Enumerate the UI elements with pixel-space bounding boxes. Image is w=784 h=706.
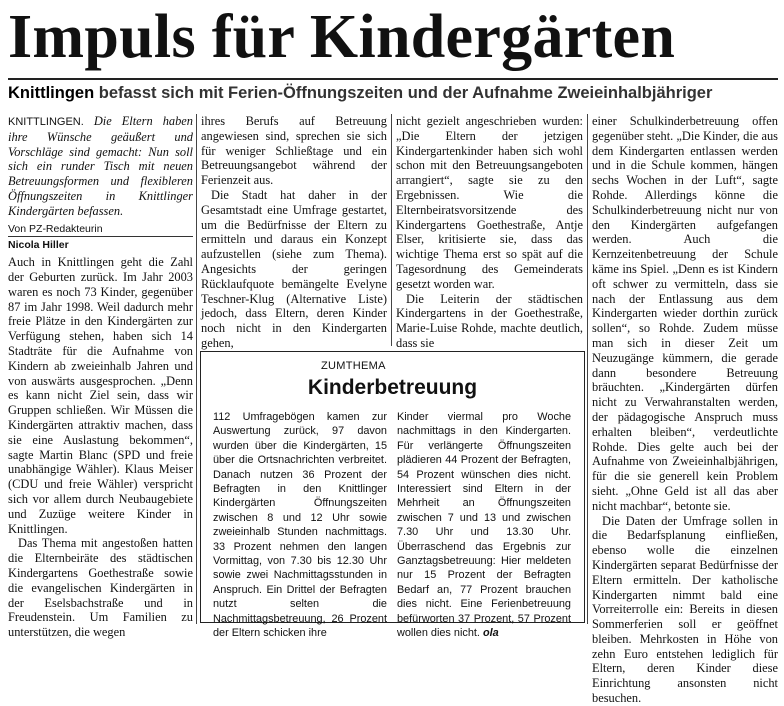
subhead-text: befasst sich mit Ferien-Öffnungszeiten und der Aufnahme Zweieinhalbjähriger bbox=[98, 84, 713, 102]
body-paragraph: einer Schulkinderbetreuung offen gegenüber steht. „Die Kinder, die aus dem Kindergarten entlassen werden und in die Schule kommen, hängen sechs Wochen in der Luft“, sagte Rohde. Allerdings könne die Schulkinderbetreuung nicht nur von den Kindergärten aufgefangen werden. Auch die Kernzeitenbetreuung der Schule käme ins Spiel. „Denn es ist Kindern oft schwer zu vermitteln, dass sie nach der Entlassung aus dem Kindergarten wieder dorthin zurück sollen“, so Rohde. Zudem müsse man sich in dieser Zeit um Neuzugänge kümmern, die gerade dann besondere Betreuung bräuchten. „Kindergärten dürfen nicht zu Verwahranstalten werden, der pädagogische Anspruch muss erhalten bleiben“, verdeutlichte Rohde. Dies gelte auch bei der Aufnahme von Zweieinhalbjährigen, für die sie generell kein Problem sieht. „Ohne Geld ist all das aber nicht machbar“, betonte sie. bbox=[592, 114, 778, 513]
author-name: Nicola Hiller bbox=[8, 236, 193, 253]
column-divider bbox=[391, 114, 392, 346]
box-column-left bbox=[213, 410, 387, 641]
body-paragraph: nicht gezielt angeschrieben wurden: „Die Eltern der jetzigen Kindergartenkinder haben sich wohl schon mit den Betreuungsangeboten arrangiert“, sagte sie zu den Ergebnissen. Wie die Elternbeiratsvorsitzende des Kindergartens Goethestraße, Antje Elser, kritisierte sie, dass das wichtige Thema erst so spät auf die Tagesordnung des Gemeinderats gesetzt worden war. bbox=[396, 114, 583, 291]
column-2 bbox=[201, 114, 387, 350]
headline: Impuls für Kindergärten bbox=[8, 3, 676, 71]
column-divider bbox=[587, 114, 588, 624]
dateline: KNITTLINGEN. bbox=[8, 116, 84, 128]
box-column-right bbox=[397, 410, 571, 641]
body-paragraph: Die Leiterin der städtischen Kindergartens in der Goethestraße, Marie-Luise Rohde, machte deutlich, dass sie bbox=[396, 291, 583, 350]
column-3 bbox=[396, 114, 583, 350]
box-paragraph bbox=[397, 410, 571, 641]
body-paragraph: Die Daten der Umfrage sollen in die Bedarfsplanung einfließen, ebenso wolle die einzelnen Kindergärten separat Bedürfnisse der Eltern ermitteln. Der katholische Kindergarten nimmt bald eine Vorreiterrolle ein: Bereits in diesen Sommerferien soll er geöffnet bleiben. Mehrkosten in Höhe von zehn Euro entstehen lediglich für Eltern, deren Kinder diese Einrichtung ansonsten nicht besuchen. bbox=[592, 513, 778, 706]
box-text: Kinder viermal pro Woche nachmittags in den Kindergarten. Für verlängerte Öffnungszeiten plädieren 44 Prozent der Befragten, 54 Prozent wünschen dies nicht. Interessiert sind Eltern in der Mehrheit an Öffnungszeiten zwischen 7 und 13 und zwischen 7.30 Uhr und 13.30 Uhr. Überraschend das Ergebnis zur Ganztagsbetreuung: Hier meldeten nur 15 Prozent der Befragten Bedarf an, 77 Prozent brauchen dies nicht. Eine Ferienbetreuung befürworten 37 Prozent, 57 Prozent wollen dies nicht. bbox=[397, 411, 571, 640]
author-signature: ola bbox=[482, 627, 499, 640]
box-paragraph: 112 Umfragebögen kamen zur Auswertung zurück, 97 davon wurden über die Kindergärten, 15 über die Ortsnachrichten verbreitet. Danach nutzen 36 Prozent der Befragten in den Knittlinger Kindergärten Öffnungszeiten zwischen 8 und 12 Uhr sowie zweieinhalb Stunden nachmittags. 33 Prozent nehmen den langen Vormittag, von 7.30 bis 12.30 Uhr sowie zwei Nachmittagsstunden in Anspruch. Ein Drittel der Befragten nutzt selten die Nachmittagsbetreuung, 26 Prozent der Eltern schicken ihre bbox=[213, 411, 387, 640]
column-1 bbox=[8, 114, 193, 640]
body-paragraph: ihres Berufs auf Betreuung angewiesen sind, sprechen sie sich für weniger Schließtage und ein Betreuungsangebot während der Ferienzeit aus. bbox=[201, 114, 387, 188]
column-divider bbox=[196, 114, 197, 624]
info-box bbox=[200, 351, 585, 640]
box-title: Kinderbetreuung bbox=[307, 376, 478, 399]
subhead bbox=[8, 84, 778, 103]
lead-paragraph bbox=[8, 114, 193, 219]
body-paragraph: Auch in Knittlingen geht die Zahl der Geburten zurück. Im Jahr 2003 waren es noch 73 Kinder, gegenüber 87 im Jahr 1998. Weil dadurch mehr freie Plätze in den Kindergärten zur Verfügung stehen, haben sich 14 Stadträte für die Aufnahme von Kindern ab zweieinhalb Jahren und von auswärts ausgesprochen. „Denn es kann nicht Ziel sein, dass wir Gruppen schließen. Wir Müssen die Kindergärten attraktiv machen, dass sie eine Auslastung bekommen“, sagte Martin Blanc (SPD und freie unabhängige Wähler). Klaus Meiser (CDU und freie Wähler) verspricht sich vor allem durch Neubaugebiete und Zuzüge weitere Kinder in Knittlingen. bbox=[8, 255, 193, 536]
lead-text: Die Eltern haben ihre Wünsche geäußert und Vorschläge sind gemacht: Nun soll sich ein runder Tisch mit neuen Betreuungsformen und flexibleren Öffnungszeiten in Knittlinger Kindergärten befassen. bbox=[8, 114, 193, 218]
box-kicker: ZUMTHEMA bbox=[321, 360, 386, 372]
body-paragraph: Das Thema mit angestoßen hatten die Elternbeiräte des städtischen Kindergartens Goethestraße sowie die evangelischen Kindergärten in der Eselsbachstraße und in Freudenstein. Um Familien zu unterstützen, die wegen bbox=[8, 536, 193, 640]
byline: Von PZ-Redakteurin bbox=[8, 222, 103, 235]
headline-rule bbox=[8, 78, 778, 80]
subhead-kicker: Knittlingen bbox=[8, 84, 95, 102]
body-paragraph: Die Stadt hat daher in der Gesamtstadt eine Umfrage gestartet, um die Bedürfnisse der Eltern zu ermitteln und daraus ein Konzept aufzustellen (siehe zum Thema). Angesichts der geringen Rücklaufquote bemängelte Evelyne Teschner-Klug (Alternative Liste) jedoch, dass Eltern, deren Kinder noch nicht in den Kindergarten gehen, bbox=[201, 187, 387, 350]
column-4 bbox=[592, 114, 778, 706]
